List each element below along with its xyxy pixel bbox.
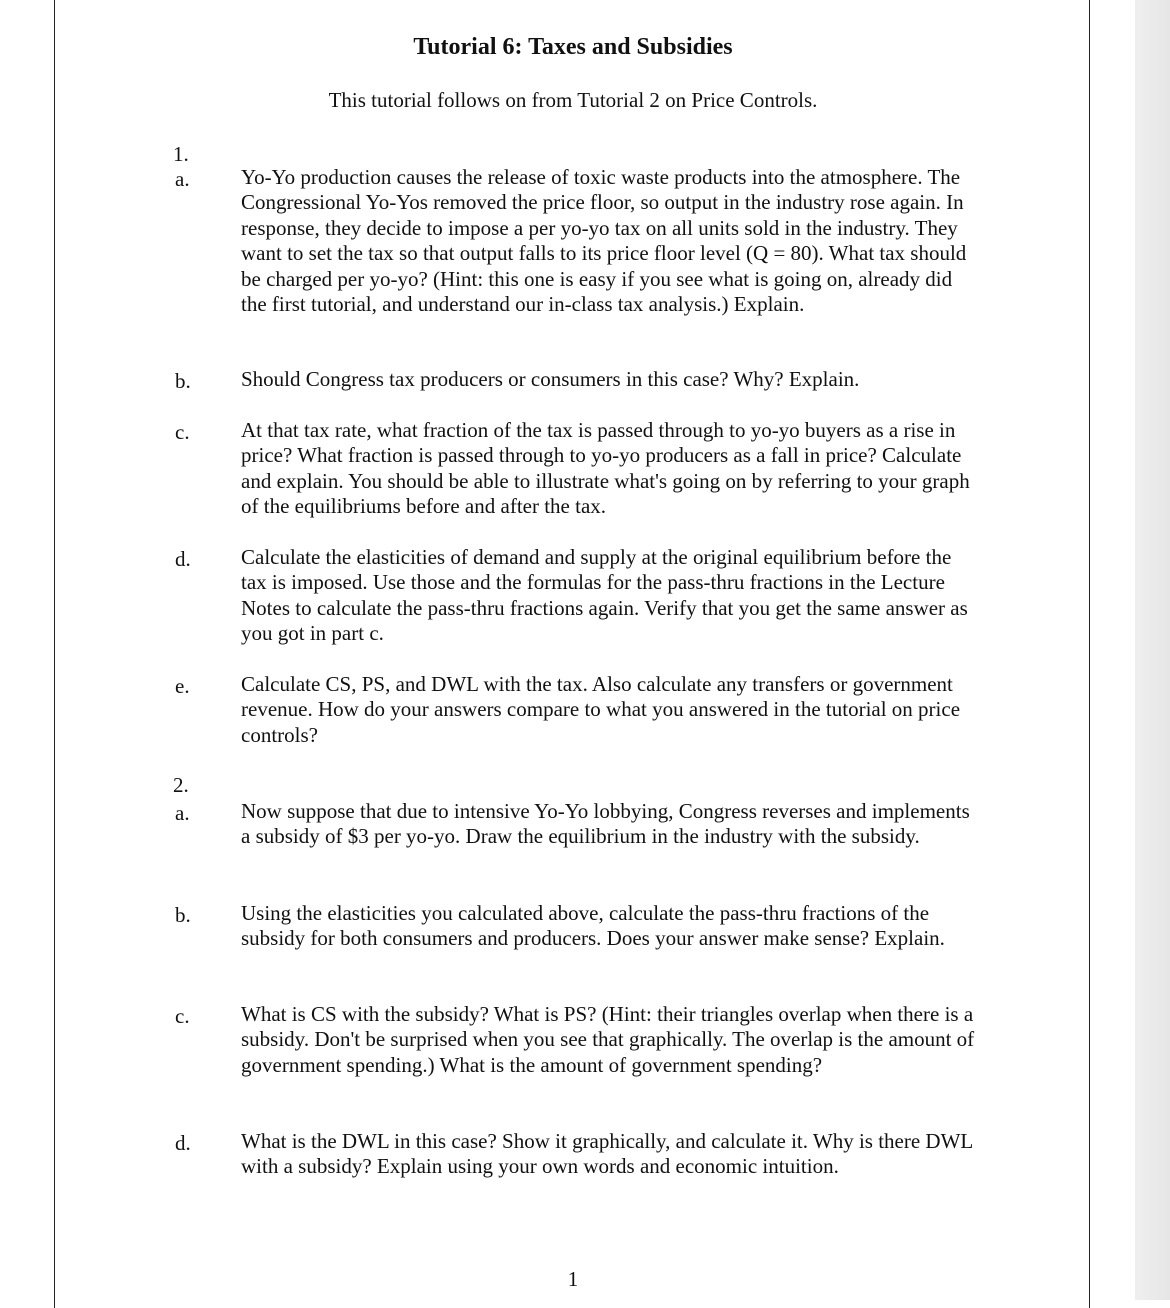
question-2d-label: d. [175,1131,191,1155]
viewer-gutter [1135,0,1170,1300]
question-1c-label: c. [175,420,190,444]
question-2a-label: a. [175,801,190,825]
question-2-number: 2. [173,773,189,797]
question-2b-text: Using the elasticities you calculated above, calculate the pass-thru fractions of the subsidy for both consumers and producers. Does your answer make sense? Explain. [241,901,945,951]
question-2d-text: What is the DWL in this case? Show it graphically, and calculate it. Why is there DWL with a subsidy? Explain using your own words and economic intuition. [241,1129,973,1179]
question-1e-label: e. [175,674,190,698]
question-2c-text: What is CS with the subsidy? What is PS? (Hint: their triangles overlap when there is a subsidy. Don't be surprised when you see that graphically. The overlap is the amount of government spending.) What is the amount of government spending? [241,1002,975,1077]
question-1a-text: Yo-Yo production causes the release of toxic waste products into the atmosphere. The Congressional Yo-Yos removed the price floor, so output in the industry rose again. In response, they decide to impose a per yo-yo tax on all units sold in the industry. They want to set the tax so that output falls to its price floor level (Q = 80). What tax should be charged per yo-yo? (Hint: this one is easy if you see what is going on, already did the first tutorial, and understand our in-class tax analysis.) Explain. [241,165,967,317]
question-2b-label: b. [175,903,191,927]
document-page [54,0,1090,1308]
question-1d-label: d. [175,547,191,571]
question-1b-label: b. [175,369,191,393]
document-title: Tutorial 6: Taxes and Subsidies [413,34,733,60]
question-2a-text: Now suppose that due to intensive Yo-Yo lobbying, Congress reverses and implements a subsidy of $3 per yo-yo. Draw the equilibrium in the industry with the subsidy. [241,799,970,849]
question-1b-text: Should Congress tax producers or consumers in this case? Why? Explain. [241,367,860,391]
question-2c-label: c. [175,1004,190,1028]
question-1d-text: Calculate the elasticities of demand and supply at the original equilibrium before the tax is imposed. Use those and the formulas for the pass-thru fractions in the Lecture Notes to calculate the pass-thru fractions again. Verify that you get the same answer as you got in part c. [241,545,968,646]
question-1-number: 1. [173,142,189,166]
question-1c-text: At that tax rate, what fraction of the tax is passed through to yo-yo buyers as a rise in price? What fraction is passed through to yo-yo producers as a fall in price? Calculate and explain. You should be able to illustrate what's going on by referring to your graph of the equilibriums before and after the tax. [241,418,970,519]
document-subtitle: This tutorial follows on from Tutorial 2 on Price Controls. [328,88,818,112]
question-1a-label: a. [175,167,190,191]
question-1e-text: Calculate CS, PS, and DWL with the tax. Also calculate any transfers or government revenue. How do your answers compare to what you answered in the tutorial on price controls? [241,672,961,747]
page-number: 1 [567,1267,579,1291]
